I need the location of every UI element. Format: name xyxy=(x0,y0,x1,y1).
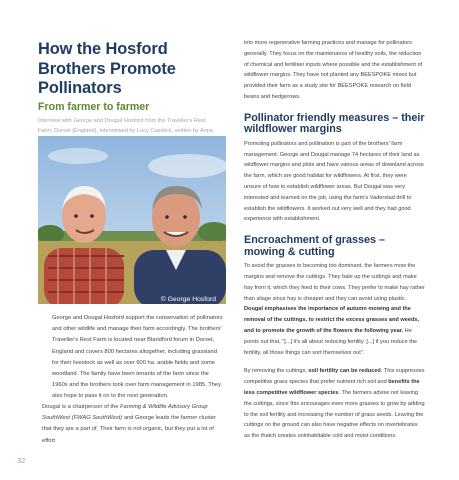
left-body-paragraph xyxy=(42,402,224,447)
section3-paragraph xyxy=(244,366,425,442)
article-header xyxy=(38,40,220,146)
intro-paragraph: into more regenerative farming practices and manage for pollinators generally. They focus on the maintenance of healthy soils, the reduction of chemical and fertiliser inputs where possible and the establishment of wildflower margins. They have not planted any BEESPOKE mixes but provided their farm as a study site for BEESPOKE research on field beans and hedgerows. xyxy=(244,40,423,100)
photo-copyright: © George Hosford xyxy=(160,296,216,303)
caption-text: George and Dougal Hosford support the conservation of pollinators and other wildlife and manage their farm accordingly. The brothers' Traveller's Rest Farm is located near Blandford forum in Dorset, England and covers 800 hectares altogether, including grassland for their livestock as well as over 600 ha. arable fields and some woodland. The family have been tenants of the farm since the 1960s and the brothers took over farm management in 1985. They also hope to pass it on to the next generation. xyxy=(52,315,223,400)
section3-b: soil fertility can be reduced xyxy=(308,368,381,375)
article-credits: Interview with George and Dougal Hosford from the Traveller's Rest Farm, Dorset (England), interviewed by Lucy Capstick, written by Anna xyxy=(38,117,214,134)
section2-heading: Encroachment of grasses – mowing & cutting xyxy=(244,234,386,258)
section3-c: . This suppresses competitive grass species that prefer nutrient rich soil and xyxy=(244,368,425,386)
section3-d: benefits the less competitive wildflower species xyxy=(244,379,420,396)
left-body-suffix: and George leads the farmer cluster that they are a part of. Their farm is not organic, but they put a lot of effort xyxy=(42,415,216,444)
section1-paragraph: Promoting pollinators and pollination is part of the brothers' farm management. George and Dougal manage 74 hectares of their land as wildflower margins and plots and have various areas of downland across the farm, which are good habitat for wildflowers. At first, they were unsure of how to establish wildflower areas. But Dougal was very interested and learned on the job, using the farm's Vaderstad drill to establish the wildflowers. It worked out very well and they had good experience with establishment. xyxy=(244,140,424,223)
paragraph-gap xyxy=(244,358,425,366)
section2-plain: To avoid the grasses to becoming too dominant, the farmers mow the margins and remove the cuttings. They bale up the cuttings and make hay from it, which they feed to their cows. They prefer to make hay rather than silage since hay is cheaper and they can avoid using plastic. xyxy=(244,263,425,302)
section2-paragraph xyxy=(244,261,425,358)
hosford-brothers-photo xyxy=(38,136,226,304)
section2-bold: Dougal emphasises the importance of autumn mowing and the removal of the cuttings, to restrict the excess grasses and weeds, and to promote the growth of the flowers the following year. xyxy=(244,306,420,334)
left-body-org: Farming & Wildlife Advisory Group SouthWest (FWAG SouthWest) xyxy=(42,404,208,422)
article-subtitle: From farmer to farmer xyxy=(38,100,150,113)
photo-caption xyxy=(52,313,224,403)
left-body-prefix: Dougal is a chairperson of the xyxy=(42,404,120,410)
page-number: 32 xyxy=(17,456,26,465)
section3-a: By removing the cuttings, xyxy=(244,368,309,375)
article-title: How the Hosford Brothers Promote Pollinators xyxy=(38,40,176,97)
right-column xyxy=(244,38,425,442)
section2-quote: He points out that, "[...] it's all about reducing fertility. [...] if you reduce the fertility, all those things can sort themselves out". xyxy=(244,327,418,356)
section3-e: . The farmers advise not leaving the cuttings, since this encourages even more grasses to grow by adding to the soil fertility and increasing the number of grass seeds. Leaving the cuttings on the ground can also have negative effects on invertebrates as the thatch creates uninhabitable cold and moist conditions. xyxy=(244,389,425,440)
photo-illustration xyxy=(38,136,226,304)
section1-heading: Pollinator friendly measures – their wildflower margins xyxy=(244,111,425,136)
